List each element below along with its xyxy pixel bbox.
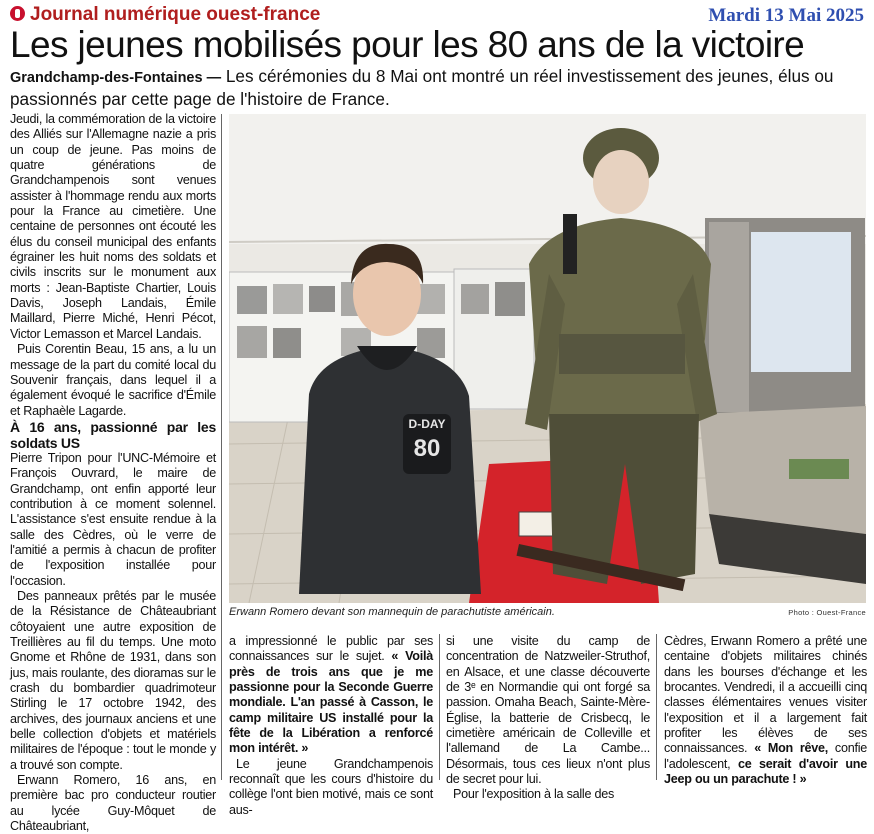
photo-illustration [229, 114, 866, 603]
column-divider [439, 634, 440, 780]
svg-text:80: 80 [413, 435, 441, 462]
article-headline: Les jeunes mobilisés pour les 80 ans de la victoire [10, 24, 805, 65]
article-column-2 [229, 634, 433, 818]
text-run: Cèdres, Erwann Romero a prêté une centaine d'objets militaires chinés dans les bourses d'échange et les brocantes. Vendredi, il a accueilli cinq classes élémentaires venues visiter l'exposition et il a largement fait profiter les élèves de ses connaissances. [664, 634, 867, 756]
quote: « Voilà près de trois ans que je me passionne pour la Seconde Guerre mondiale. L'an passé à Casson, le camp militaire US installé pour la fête de la Libération a renforcé mon intérêt. » [229, 649, 433, 756]
article-lede [10, 66, 870, 110]
photo-caption: Erwann Romero devant son mannequin de parachutiste américain. [229, 606, 555, 618]
paragraph [229, 634, 433, 757]
subheading: À 16 ans, passionné par les soldats US [10, 418, 216, 451]
source-name [10, 4, 320, 26]
text-run: a impressionné le public par ses connaissances sur le sujet. [229, 634, 433, 664]
svg-text:D-DAY: D-DAY [408, 417, 446, 431]
paragraph: Le jeune Grandchampenois reconnaît que les cours d'histoire du collège l'ont bien motivé, mais ce sont aus- [229, 756, 433, 817]
paragraph: si une visite du camp de concentration de Natzweiler-Struthof, en Alsace, et une classe découverte de 3ᵉ en Normandie qui ont forgé sa passion. Omaha Beach, Sainte-Mère-Église, la batterie de Crisbecq, le cimetière américain de Colleville et l'allemand de La Cambe... Désormais, tous ces lieux n'ont plus de secret pour lui. [446, 634, 650, 787]
paragraph: Pierre Tripon pour l'UNC-Mémoire et François Ouvrard, le maire de Grandchamp, ont enfin apporté leur contribution à ce moment solennel. L'assistance s'est ensuite rendue à la salle des Cèdres, où le verre de l'amitié a permis à chacun de profiter de l'exposition installée pour l'occasion. [10, 450, 216, 588]
paragraph: Puis Corentin Beau, 15 ans, a lu un message de la part du comité local du Souvenir français, dans lequel il a également évoqué le sacrifice d'Émile et Raphaèle Lagarde. [10, 342, 216, 418]
article-column-4 [664, 634, 867, 787]
quote: ce serait d'avoir une Jeep ou un parachute ! » [664, 756, 867, 787]
quote: « Mon rêve, [754, 741, 829, 756]
photo-credit: Photo : Ouest-France [788, 608, 866, 617]
dateline-place: Grandchamp-des-Fontaines — [10, 70, 222, 86]
ouest-france-logo-icon [10, 6, 25, 21]
column-divider [221, 114, 222, 780]
paragraph: Des panneaux prêtés par le musée de la Résistance de Châteaubriant côtoyaient une autre exposition de Treillières au fil du temps. Une moto Gnome et Rhône de 1931, dans son jus, mais roulante, des dioramas sur le crash du bombardier quadrimoteur Stirling le 17 octobre 1942, des archives, des journaux anciens et une belle collection d'objets et matériels militaires de l'époque : tout le monde y a trouvé son compte. [10, 588, 216, 772]
paragraph: Jeudi, la commémoration de la victoire des Alliés sur l'Allemagne nazie a pris un coup de jeune. Pas moins de quatre générations de Grandchampenois sont venues assister à l'hommage rendu aux morts pour la France au cimetière. Une centaine de personnes ont écouté les élus du conseil municipal des enfants égrainer les huit noms des soldats et civils inscrits sur le monument aux morts : Jean-Baptiste Chartier, Louis Davis, Joseph Landais, Émile Maillard, Pierre Miché, Henri Pécot, Victor Lemasson et Marcel Landais. [10, 112, 216, 341]
paragraph: Pour l'exposition à la salle des [453, 787, 615, 802]
article-column-1 [10, 112, 216, 834]
text-run: confie l'adolescent, [664, 741, 868, 771]
paragraph: Erwann Romero, 16 ans, en première bac pro conducteur routier au lycée Guy-Môquet de Châteaubriant, [10, 773, 216, 834]
article-column-3 [446, 634, 650, 803]
source-label: Journal numérique ouest-france [30, 4, 321, 25]
column-divider [656, 634, 657, 780]
article-photo [229, 114, 866, 603]
paragraph [664, 634, 867, 787]
lede-text: Les cérémonies du 8 Mai ont montré un réel investissement des jeunes, élus ou passionnés par cette page de l'histoire de France. [10, 66, 834, 109]
dday-badge [409, 417, 446, 462]
publication-date: Mardi 13 Mai 2025 [708, 5, 864, 26]
